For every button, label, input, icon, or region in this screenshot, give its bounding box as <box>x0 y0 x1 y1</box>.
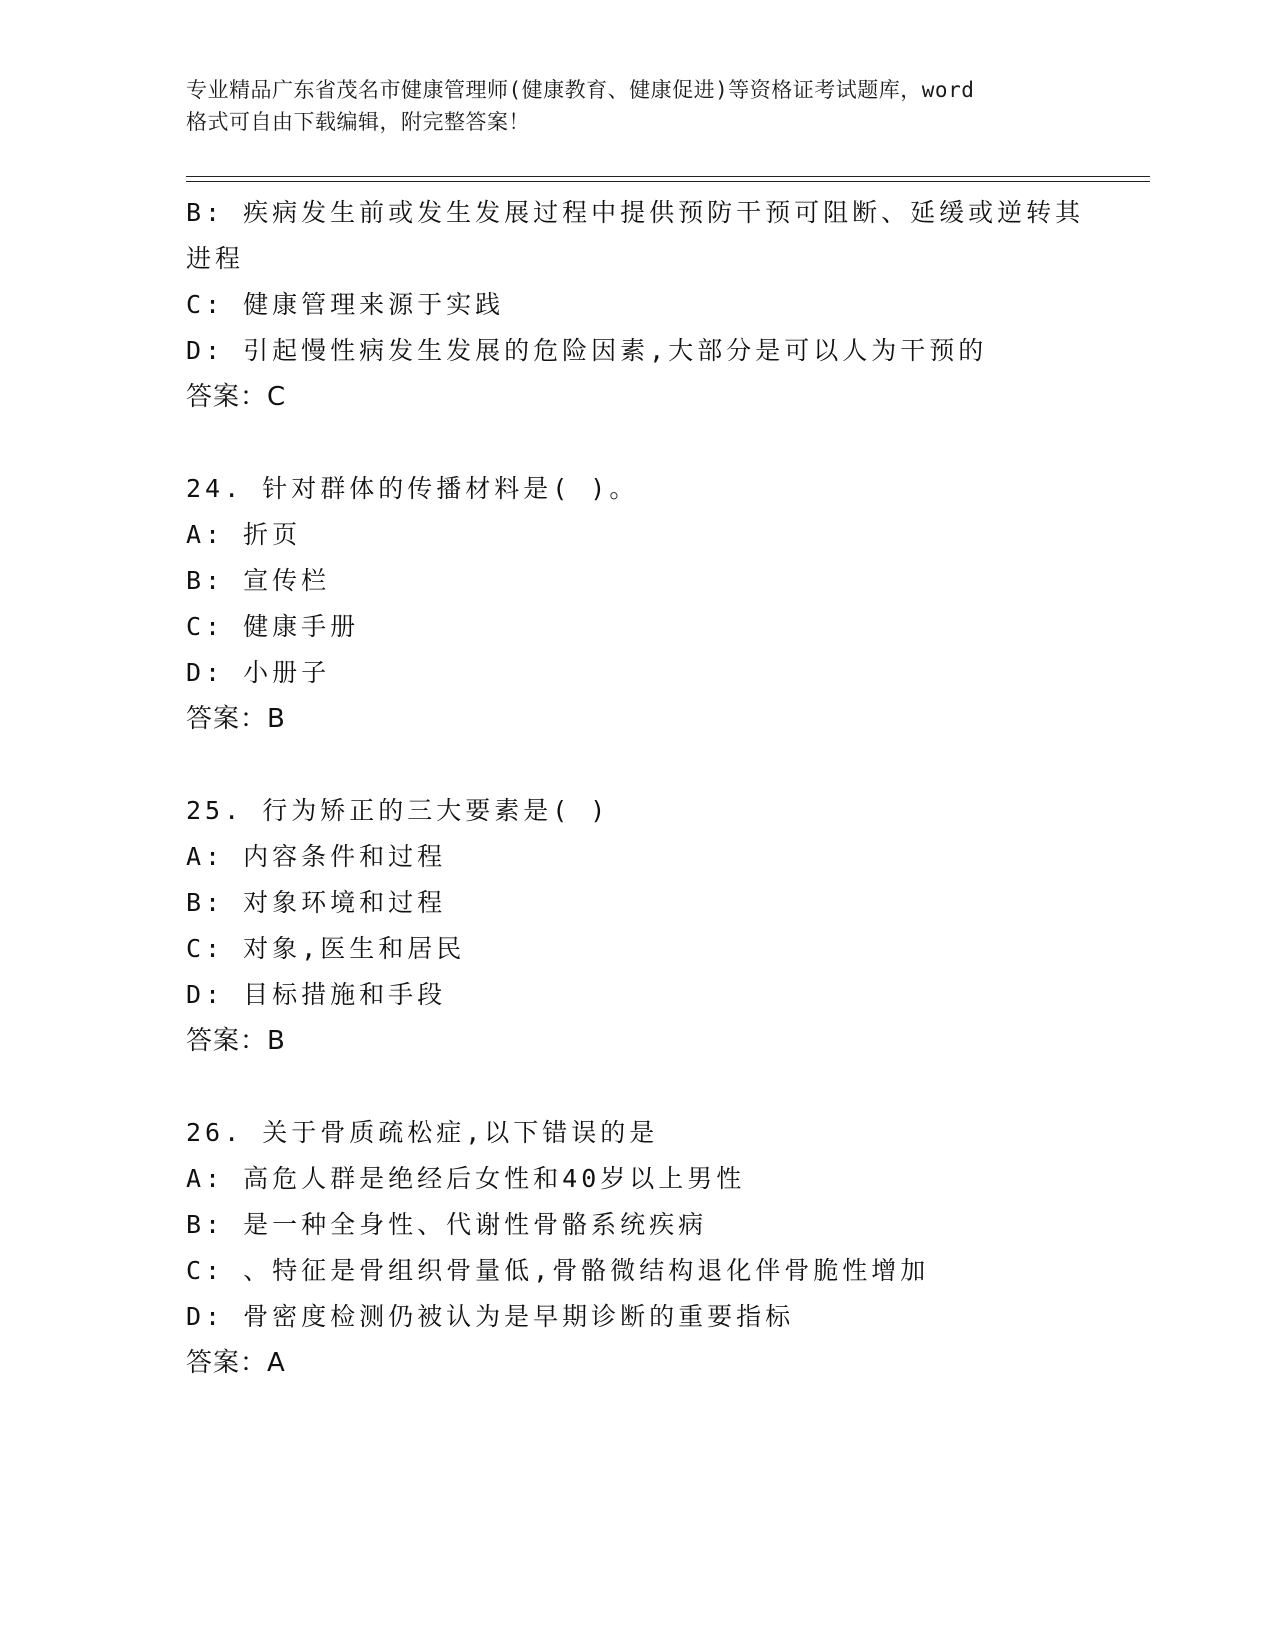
question-stem: 26. 关于骨质疏松症,以下错误的是 <box>186 1118 659 1147</box>
header-rule-bottom <box>186 181 1150 182</box>
option-b: B: 是一种全身性、代谢性骨骼系统疾病 <box>186 1210 708 1239</box>
question-spacer <box>186 1064 1146 1110</box>
header-rule-top <box>186 176 1150 177</box>
option-b-line-1: B: 疾病发生前或发生发展过程中提供预防干预可阻断、延缓或逆转其 <box>186 198 1085 227</box>
option-d: D: 引起慢性病发生发展的危险因素,大部分是可以人为干预的 <box>186 336 988 365</box>
answer-line: 答案：A <box>186 1348 286 1378</box>
option-b: B: 对象环境和过程 <box>186 888 447 917</box>
question-24 <box>186 466 1146 742</box>
question-spacer <box>186 742 1146 788</box>
question-spacer <box>186 420 1146 466</box>
document-header <box>186 74 1086 138</box>
question-list <box>186 190 1146 1386</box>
option-b: B: 宣传栏 <box>186 566 331 595</box>
question-26 <box>186 1110 1146 1386</box>
answer-line: 答案：B <box>186 704 286 734</box>
option-c: C: 健康手册 <box>186 612 360 641</box>
answer-line: 答案：C <box>186 382 287 412</box>
option-d: D: 骨密度检测仍被认为是早期诊断的重要指标 <box>186 1302 795 1331</box>
header-line-2: 格式可自由下载编辑，附完整答案！ <box>186 110 530 134</box>
option-c: C: 对象,医生和居民 <box>186 934 466 963</box>
header-line-1: 专业精品广东省茂名市健康管理师(健康教育、健康促进)等资格证考试题库，word <box>186 78 975 102</box>
question-25 <box>186 788 1146 1064</box>
option-a: A: 高危人群是绝经后女性和40岁以上男性 <box>186 1164 746 1193</box>
option-a: A: 内容条件和过程 <box>186 842 447 871</box>
option-d: D: 小册子 <box>186 658 331 687</box>
question-stem: 24. 针对群体的传播材料是( )。 <box>186 474 639 503</box>
question-stem: 25. 行为矫正的三大要素是( ) <box>186 796 610 825</box>
option-b-line-2: 进程 <box>186 244 245 273</box>
question-23-continued <box>186 190 1146 420</box>
option-a: A: 折页 <box>186 520 302 549</box>
answer-line: 答案：B <box>186 1026 286 1056</box>
option-c: C: 健康管理来源于实践 <box>186 290 505 319</box>
option-d: D: 目标措施和手段 <box>186 980 447 1009</box>
option-c: C: 、特征是骨组织骨量低,骨骼微结构退化伴骨脆性增加 <box>186 1256 930 1285</box>
